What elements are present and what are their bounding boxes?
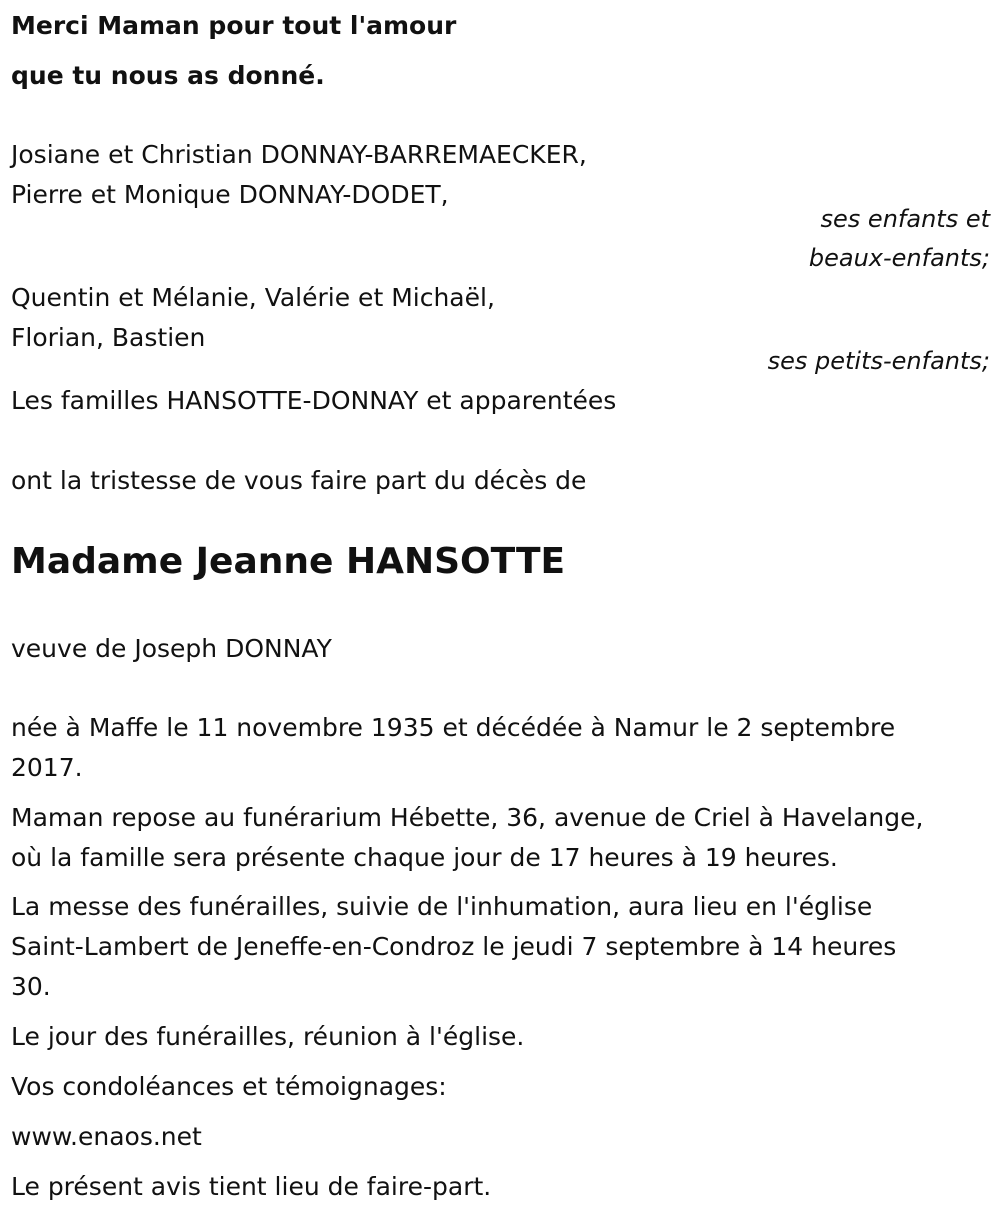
grandchildren-name-2: Florian, Bastien	[11, 323, 206, 352]
funerarium-line-2: où la famille sera présente chaque jour de 17 heures à 19 heures.	[11, 843, 838, 872]
announcement-line: ont la tristesse de vous faire part du décès de	[11, 466, 587, 495]
deceased-name: Madame Jeanne HANSOTTE	[11, 541, 566, 582]
grandchildren-name-1: Quentin et Mélanie, Valérie et Michaël,	[11, 283, 495, 312]
header-line-1: Merci Maman pour tout l'amour	[11, 11, 457, 40]
website-link[interactable]: www.enaos.net	[11, 1122, 202, 1151]
notice-line: Le présent avis tient lieu de faire-part.	[11, 1172, 492, 1201]
mass-line-1: La messe des funérailles, suivie de l'inhumation, aura lieu en l'église	[11, 892, 873, 921]
meeting-line: Le jour des funérailles, réunion à l'église.	[11, 1022, 525, 1051]
birth-death-line-2: 2017.	[11, 753, 83, 782]
birth-death-line-1: née à Maffe le 11 novembre 1935 et décédée à Namur le 2 septembre	[11, 713, 896, 742]
condolences-line: Vos condoléances et témoignages:	[11, 1072, 447, 1101]
mass-line-3: 30.	[11, 972, 51, 1001]
children-role-line-1: ses enfants et	[820, 205, 990, 233]
header-line-2: que tu nous as donné.	[11, 61, 325, 90]
grandchildren-role: ses petits-enfants;	[767, 347, 990, 375]
families-line: Les familles HANSOTTE-DONNAY et apparentées	[11, 386, 617, 415]
children-name-1: Josiane et Christian DONNAY-BARREMAECKER,	[11, 140, 587, 169]
children-role-line-2: beaux-enfants;	[808, 244, 990, 272]
widow-of-line: veuve de Joseph DONNAY	[11, 634, 332, 663]
mass-line-2: Saint-Lambert de Jeneffe-en-Condroz le jeudi 7 septembre à 14 heures	[11, 932, 897, 961]
children-name-2: Pierre et Monique DONNAY-DODET,	[11, 180, 449, 209]
funerarium-line-1: Maman repose au funérarium Hébette, 36, avenue de Criel à Havelange,	[11, 803, 924, 832]
